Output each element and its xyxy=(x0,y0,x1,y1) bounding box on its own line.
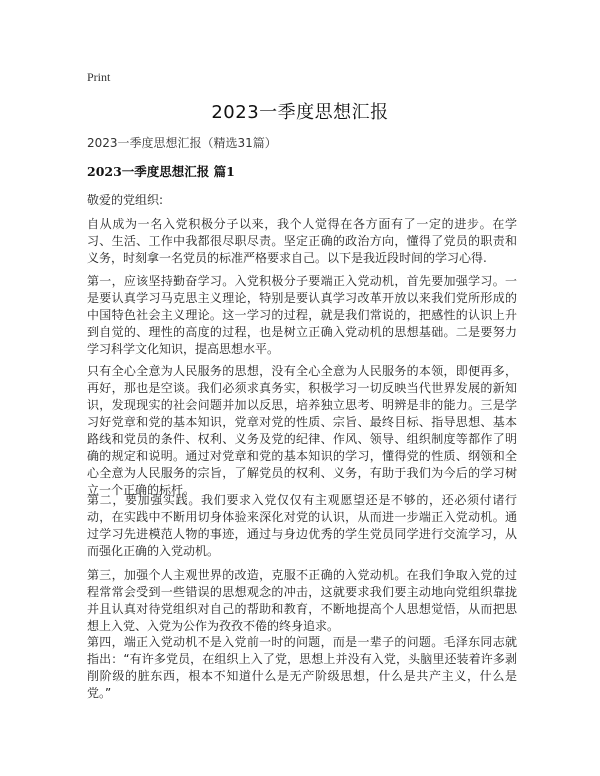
document-subtitle: 2023一季度思想汇报（精选31篇） xyxy=(87,136,277,150)
print-link[interactable]: Print xyxy=(87,70,111,84)
salutation: 敬爱的党组织: xyxy=(87,193,164,207)
paragraph-third-point: 第三，加强个人主观世界的改造，克服不正确的入党动机。在我们争取入党的过程常常会受到一些错误的思想观念的冲击，这就要求我们要主动地向党组织靠拢并且认真对待党组织对自己的帮助和教育，不断地提高个人思想觉悟，从而把思想上入党、入党为公作为孜孜不倦的终身追求。 xyxy=(87,568,517,633)
paragraph-intro: 自从成为一名入党积极分子以来，我个人觉得在各方面有了一定的进步。在学习、生活、工作中我都很尽职尽责。坚定正确的政治方向，懂得了党员的职责和义务，时刻拿一名党员的标准严格要求自己。以下是我近段时间的学习心得. xyxy=(87,217,517,265)
paragraph-first-point: 第一，应该坚持勤奋学习。入党积极分子要端正入党动机，首先要加强学习。一是要认真学习马克思主义理论，特别是要认真学习改革开放以来我们党所形成的中国特色社会主义理论。这一学习的过程，就是我们常说的，把感性的认识上升到自觉的、理性的高度的过程，也是树立正确入党动机的思想基础。二是要努力学习科学文化知识，提高思想水平。 xyxy=(87,274,517,356)
document-title: 2023一季度思想汇报 xyxy=(211,102,389,123)
paragraph-fourth-point: 第四，端正入党动机不是入党前一时的问题，而是一辈子的问题。毛泽东同志就指出：“有许多党员，在组织上入了党，思想上并没有入党，头脑里还装着许多剥削阶级的脏东西，根本不知道什么是无产阶级思想，什么是共产主义，什么是党。” xyxy=(87,635,517,700)
section-heading: 2023一季度思想汇报 篇1 xyxy=(87,164,235,179)
paragraph-service-thought: 只有全心全意为人民服务的思想，没有全心全意为人民服务的本领，即便再多，再好，那也是空谈。我们必须求真务实，积极学习一切反映当代世界发展的新知识，发现现实的社会问题并加以反思，培养独立思考、明辨是非的能力。三是学习好党章和党的基本知识，党章对党的性质、宗旨、最终目标、指导思想、基本路线和党员的条件、权利、义务及党的纪律、作风、领导、组织制度等都作了明确的规定和说明。通过对党章和党的基本知识的学习，懂得党的性质、纲领和全心全意为人民服务的宗旨，了解党员的权利、义务，有助于我们为今后的学习树立一个正确的标杆。 xyxy=(87,364,517,497)
paragraph-second-point: 第二，要加强实践。我们要求入党仅仅有主观愿望还是不够的，还必须付诸行动，在实践中不断用切身体验来深化对党的认识，从而进一步端正入党动机。通过学习先进模范人物的事迹，通过与身边优秀的学生党员同学进行交流学习，从而强化正确的入党动机。 xyxy=(87,493,517,558)
